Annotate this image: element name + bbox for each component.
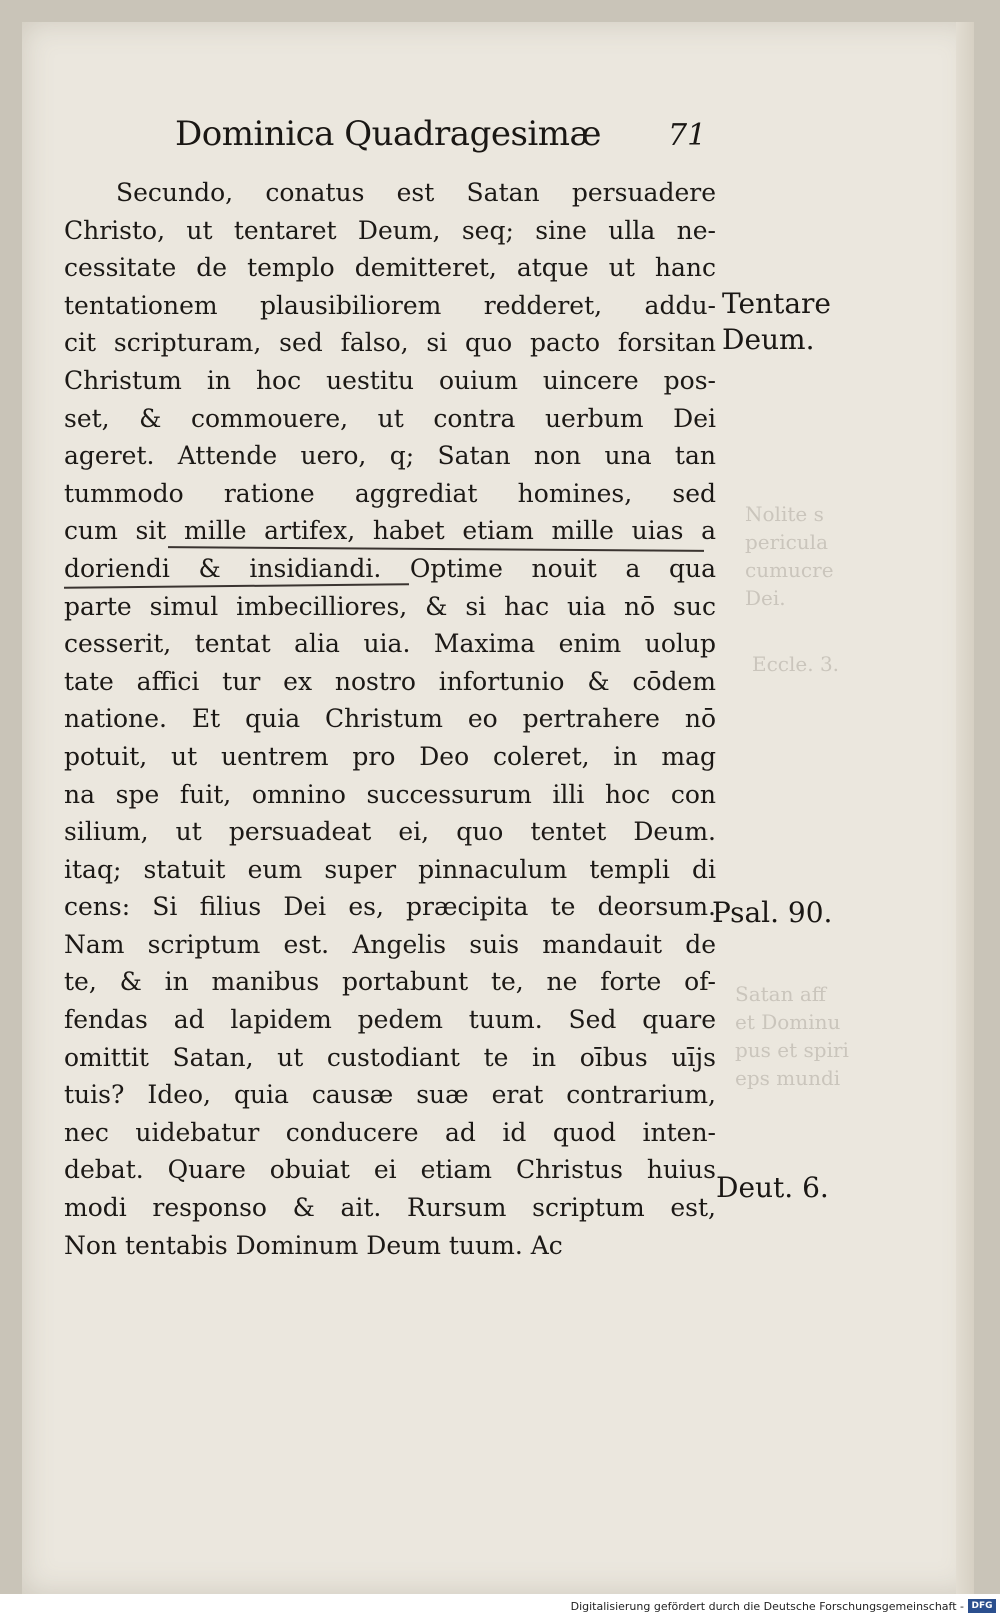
text-line: nec uidebatur conducere ad id quod inten- [64, 1117, 716, 1147]
text-line: cesserit, tentat alia uia. Maxima enim uolup [64, 629, 716, 659]
dfg-logo: DFG [968, 1599, 996, 1613]
text-line: set, & commouere, ut contra uerbum Dei [64, 403, 716, 433]
text-line: tate affici tur ex nostro infortunio & cōdem [64, 666, 716, 696]
text-line: Christum in hoc uestitu ouium uincere pos- [64, 365, 716, 395]
text-line: omittit Satan, ut custodiant te in oībus uījs [64, 1042, 716, 1072]
text-line: tentationem plausibiliorem redderet, addu- [64, 290, 716, 320]
text-line: natione. Et quia Christum eo pertrahere nō [64, 704, 716, 734]
text-line: cens: Si filius Dei es, præcipita te deorsum. [64, 892, 716, 922]
show-through-text: Nolite s pericula cumucre Dei. [745, 502, 834, 610]
text-line: cit scripturam, sed falso, si quo pacto forsitan [64, 328, 716, 358]
text-line: te, & in manibus portabunt te, ne forte of- [64, 967, 716, 997]
text-line: Nam scriptum est. Angelis suis mandauit de [64, 929, 716, 959]
page-number: 71 [668, 118, 707, 153]
text-line: tuis? Ideo, quia causæ suæ erat contrarium, [64, 1080, 716, 1110]
text-line: debat. Quare obuiat ei etiam Christus huius [64, 1155, 716, 1185]
text-line: parte simul imbecilliores, & si hac uia nō suc [64, 591, 716, 621]
show-through-text: Satan aff et Dominu pus et spiri eps mundi [735, 982, 849, 1090]
text-line: doriendi & insidiandi. Optime nouit a qua [64, 553, 716, 583]
text-line: cum sit mille artifex, habet etiam mille uias a [64, 516, 716, 546]
text-line: silium, ut persuadeat ei, quo tentet Deum. [64, 817, 716, 847]
text-line: ageret. Attende uero, q; Satan non una tan [64, 441, 716, 471]
margin-note-psal: Psal. 90. [712, 896, 833, 929]
running-head: Dominica Quadragesimæ [175, 114, 601, 154]
margin-note-line: Tentare [722, 287, 832, 320]
text-line: na spe fuit, omnino successurum illi hoc con [64, 779, 716, 809]
text-line: itaq; statuit eum super pinnaculum templi di [64, 854, 716, 884]
show-through-text: Eccle. 3. [752, 652, 840, 676]
margin-note-line: Deum. [722, 323, 815, 356]
digitization-credit: Digitalisierung gefördert durch die Deutsche Forschungsgemeinschaft - [570, 1600, 964, 1613]
body-text [64, 174, 716, 1264]
text-line: Non tentabis Dominum Deum tuum. Ac [64, 1230, 563, 1260]
margin-note-deut: Deut. 6. [716, 1171, 829, 1204]
text-line: potuit, ut uentrem pro Deo coleret, in mag [64, 741, 716, 771]
page-edge [956, 22, 974, 1594]
text-line: Christo, ut tentaret Deum, seq; sine ulla ne- [64, 215, 716, 245]
text-line: tummodo ratione aggrediat homines, sed [64, 478, 716, 508]
text-line: Secundo, conatus est Satan persuadere [116, 178, 716, 207]
text-line: fendas ad lapidem pedem tuum. Sed quare [64, 1005, 716, 1035]
text-line: cessitate de templo demitteret, atque ut hanc [64, 253, 716, 283]
margin-note-tentare [722, 286, 831, 358]
text-line: modi responso & ait. Rursum scriptum est, [64, 1193, 716, 1223]
